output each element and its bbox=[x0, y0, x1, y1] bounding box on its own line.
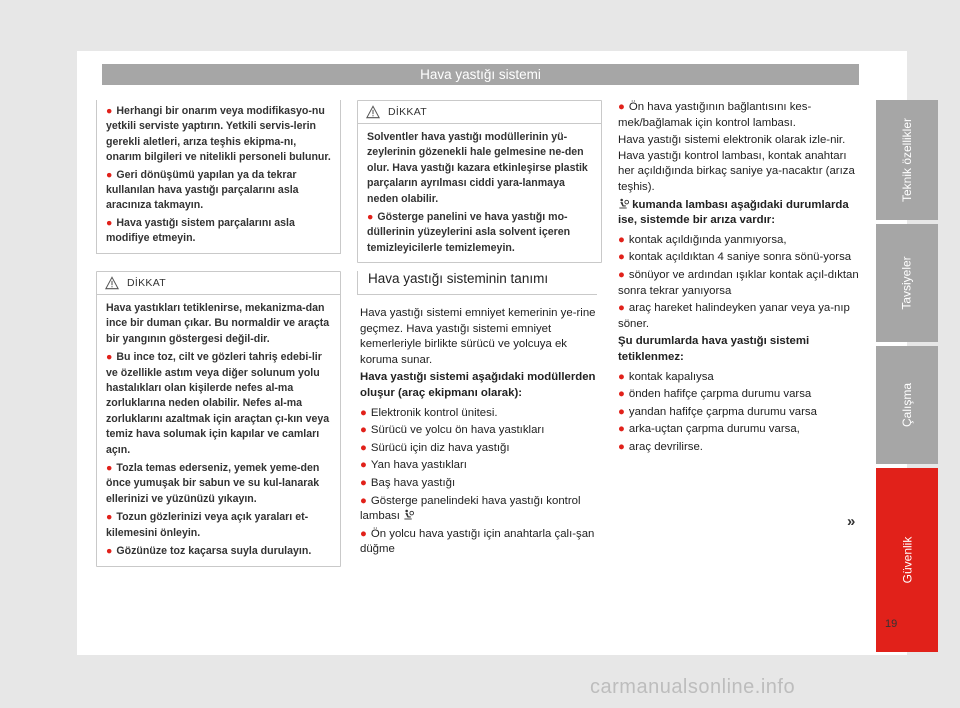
paragraph: Hava yastığı sistemi elektronik olarak izle-nir. Hava yastığı kontrol lambası, kontak anahtarı her açıldığında birkaç saniye ya-nacaktır (arıza teşhis). bbox=[618, 134, 855, 193]
bullet-icon: ● bbox=[106, 105, 113, 117]
list-item: ● araç devrilirse. bbox=[618, 440, 703, 453]
subheading: kumanda lambası aşağıdaki durumlarda ise, sistemde bir arıza vardır: bbox=[618, 198, 849, 227]
list-item: ● Gösterge panelini ve hava yastığı mo-düllerinin yüzeylerini asla solvent içeren temizleyicilerle temizlemeyin. bbox=[367, 211, 571, 254]
bullet-icon: ● bbox=[360, 424, 367, 437]
list-item: ● Gösterge panelindeki hava yastığı kontrol lambası bbox=[360, 494, 581, 523]
bullet-icon: ● bbox=[618, 370, 625, 383]
left-intro-bullets bbox=[96, 100, 341, 254]
tab-guvenlik[interactable]: Güvenlik bbox=[876, 468, 938, 652]
continue-marker: » bbox=[847, 513, 856, 530]
list-item: ● kontak açıldıktan 4 saniye sonra sönü-yorsa bbox=[618, 251, 852, 264]
bullet-icon: ● bbox=[618, 440, 625, 453]
warning-triangle-icon bbox=[366, 105, 380, 119]
bullet-icon: ● bbox=[618, 388, 625, 401]
list-item: ● önden hafifçe çarpma durumu varsa bbox=[618, 388, 812, 401]
list-item: ● Yan hava yastıkları bbox=[360, 459, 467, 472]
list-item: ● Gözünüze toz kaçarsa suyla durulayın. bbox=[106, 545, 312, 558]
warning-box-left bbox=[96, 271, 341, 567]
bullet-icon: ● bbox=[106, 462, 113, 475]
warning-triangle-icon bbox=[105, 276, 119, 290]
bullet-icon: ● bbox=[106, 351, 113, 364]
list-item: ● Ön yolcu hava yastığı için anahtarla çalı-şan düğme bbox=[360, 527, 595, 556]
bullet-icon: ● bbox=[367, 211, 374, 224]
list-item: ● yandan hafifçe çarpma durumu varsa bbox=[618, 405, 817, 418]
bullet-icon: ● bbox=[360, 459, 367, 472]
warning-intro: Hava yastıkları tetiklenirse, mekanizma-dan ince bir duman çıkar. Bu normaldir ve araçta bir yangının göstergesi değil-dir. bbox=[106, 302, 330, 345]
bullet-icon: ● bbox=[106, 216, 113, 229]
warning-box-middle bbox=[357, 100, 602, 263]
warning-body bbox=[97, 295, 340, 566]
bullet-icon: ● bbox=[106, 511, 113, 524]
list-item: ● Tozun gözlerinizi veya açık yaraları et-kilemesini önleyin. bbox=[106, 511, 309, 539]
bullet-icon: ● bbox=[360, 441, 367, 454]
page-title: Hava yastığı sistemi bbox=[420, 67, 541, 82]
bullet-icon: ● bbox=[360, 406, 367, 419]
bullet-icon: ● bbox=[618, 423, 625, 436]
tab-teknik-ozellikler[interactable]: Teknik özellikler bbox=[876, 100, 938, 220]
watermark: carmanualsonline.info bbox=[590, 676, 796, 698]
warning-label: DİKKAT bbox=[127, 277, 166, 289]
bullet-icon: ● bbox=[360, 494, 367, 507]
list-item: ● sönüyor ve ardından ışıklar kontak açıl-dıktan sonra tekrar yanıyorsa bbox=[618, 268, 859, 297]
list-item: ● Sürücü için diz hava yastığı bbox=[360, 441, 510, 454]
page-header bbox=[102, 64, 859, 85]
list-item: ● Herhangi bir onarım veya modifikasyo-nu yetkili serviste yaptırın. Yetkili servis-lerin gerekli aletleri, arıza teşhis ekipma-nı, onarım bilgileri ve nitelikli personeli bulunur. bbox=[106, 105, 331, 164]
bullet-icon: ● bbox=[618, 268, 625, 281]
tab-tavsiyeler[interactable]: Tavsiyeler bbox=[876, 224, 938, 342]
list-item: ● Elektronik kontrol ünitesi. bbox=[360, 406, 498, 419]
bullet-icon: ● bbox=[618, 233, 625, 246]
paragraph: Hava yastığı sistemi emniyet kemerinin ye-rine geçmez. Hava yastığı sistemi emniyet kemerleriyle birlikte sürücü ve yolcuya ek koruma sunar. bbox=[360, 307, 596, 366]
bullet-icon: ● bbox=[618, 251, 625, 264]
bullet-icon: ● bbox=[106, 545, 113, 558]
bullet-icon: ● bbox=[106, 168, 113, 181]
bullet-icon: ● bbox=[618, 101, 625, 113]
right-text bbox=[618, 100, 860, 457]
list-item: ● Ön hava yastığının bağlantısını kes-mek/bağlamak için kontrol lambası. bbox=[618, 101, 812, 129]
list-item: ● araç hareket halindeyken yanar veya ya-nıp söner. bbox=[618, 302, 850, 330]
page-number: 19 bbox=[885, 618, 898, 630]
list-item: ● Baş hava yastığı bbox=[360, 476, 456, 489]
subheading: Hava yastığı sistemi aşağıdaki modüllerden oluşur (araç ekipmanı olarak): bbox=[360, 371, 596, 399]
airbag-warning-icon bbox=[618, 198, 629, 209]
bullet-icon: ● bbox=[618, 302, 625, 315]
list-item: ● Hava yastığı sistem parçalarını asla modifiye etmeyin. bbox=[106, 216, 295, 245]
bullet-icon: ● bbox=[360, 527, 367, 540]
warning-body bbox=[358, 124, 601, 262]
list-item: ● arka-uçtan çarpma durumu varsa, bbox=[618, 423, 800, 436]
list-item: ● Bu ince toz, cilt ve gözleri tahriş edebi-lir ve özellikle astım veya diğer solunum yolu hastalıkları olan kişilerde nefes al-ma zorluklarına neden olabilir. Nefes al-ma zorluklarını azaltmak için araçtan çı-kın veya temiz hava solumak için kapılar ve camları açın. bbox=[106, 351, 330, 456]
list-item: ● kontak açıldığında yanmıyorsa, bbox=[618, 233, 787, 246]
list-item: ● Sürücü ve yolcu ön hava yastıkları bbox=[360, 424, 545, 437]
warning-header bbox=[97, 272, 340, 295]
airbag-warning-icon bbox=[403, 509, 414, 520]
subheading: Şu durumlarda hava yastığı sistemi tetiklenmez: bbox=[618, 335, 810, 363]
warning-label: DİKKAT bbox=[388, 106, 427, 118]
section-title: Hava yastığı sisteminin tanımı bbox=[357, 271, 597, 295]
bullet-icon: ● bbox=[360, 476, 367, 489]
list-item: ● Tozla temas ederseniz, yemek yeme-den önce yumuşak bir sabun ve su kul-lanarak ellerinizi ve yüzünüzü yıkayın. bbox=[106, 462, 320, 505]
warning-intro: Solventler hava yastığı modüllerinin yü-zeylerinin gözenekli hale gelmesine ne-den olur. Hava yastığı kazara etkinleşirse plastik parçaların ayrılması ciddi yara-lanmaya neden olabilir. bbox=[367, 131, 588, 205]
list-item: ● kontak kapalıysa bbox=[618, 370, 714, 383]
warning-header bbox=[358, 101, 601, 124]
middle-text bbox=[360, 306, 600, 560]
list-item: ● Geri dönüşümü yapılan ya da tekrar kullanılan hava yastığı parçalarını asla aracınıza takmayın. bbox=[106, 168, 299, 212]
bullet-icon: ● bbox=[618, 405, 625, 418]
tab-calisma[interactable]: Çalışma bbox=[876, 346, 938, 464]
